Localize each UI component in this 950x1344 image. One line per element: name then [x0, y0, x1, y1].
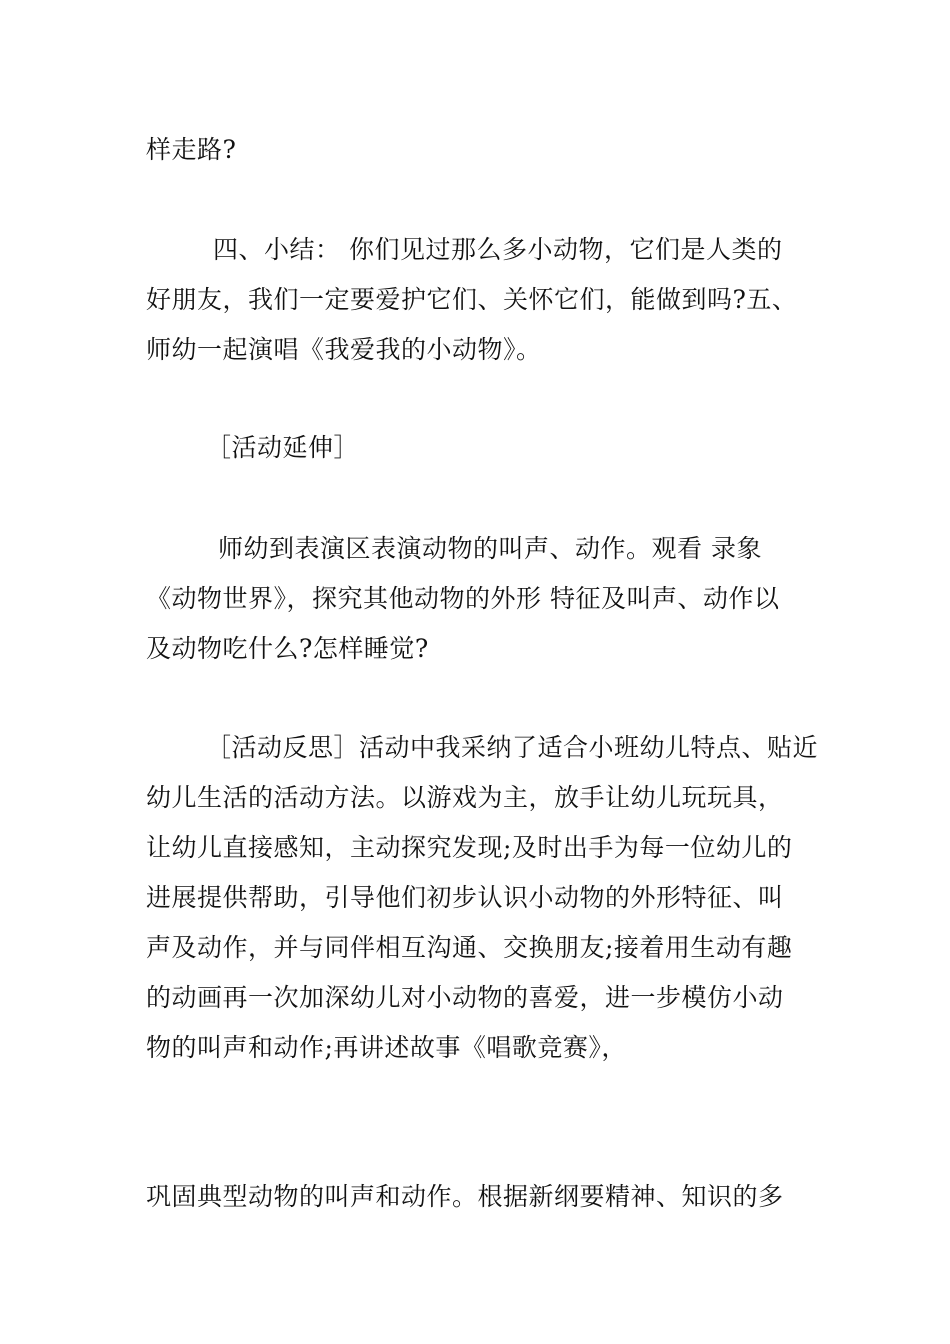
activity-extension-heading: ［活动延伸］ — [206, 433, 360, 462]
text-line: 师幼到表演区表演动物的叫声、动作。观看 录象 — [218, 534, 762, 563]
text-line: 幼儿生活的活动方法。以游戏为主，放手让幼儿玩玩具， — [146, 783, 784, 812]
text-line: 好朋友，我们一定要爱护它们、关怀它们，能做到吗?五、 — [146, 285, 798, 314]
text-line: 巩固典型动物的叫声和动作。根据新纲要精神、知识的多 — [146, 1182, 784, 1211]
text-line: 样走路? — [146, 135, 237, 164]
text-line: 进展提供帮助，引导他们初步认识小动物的外形特征、叫 — [146, 883, 784, 912]
text-line: 《动物世界》，探究其他动物的外形 特征及叫声、动作以 — [146, 584, 780, 613]
text-line: 让幼儿直接感知，主动探究发现;及时出手为每一位幼儿的 — [146, 833, 793, 862]
text-line: 物的叫声和动作;再讲述故事《唱歌竞赛》， — [146, 1033, 627, 1062]
text-line: 及动物吃什么?怎样睡觉? — [146, 634, 429, 663]
summary-heading-line: 四、小结： 你们见过那么多小动物，它们是人类的 — [213, 235, 783, 264]
reflection-paragraph-line: ［活动反思］活动中我采纳了适合小班幼儿特点、贴近 — [206, 733, 819, 762]
text-line: 的动画再一次加深幼儿对小动物的喜爱，进一步模仿小动 — [146, 983, 784, 1012]
text-line: 师幼一起演唱《我爱我的小动物》。 — [146, 335, 542, 364]
text-line: 声及动作，并与同伴相互沟通、交换朋友;接着用生动有趣 — [146, 933, 793, 962]
